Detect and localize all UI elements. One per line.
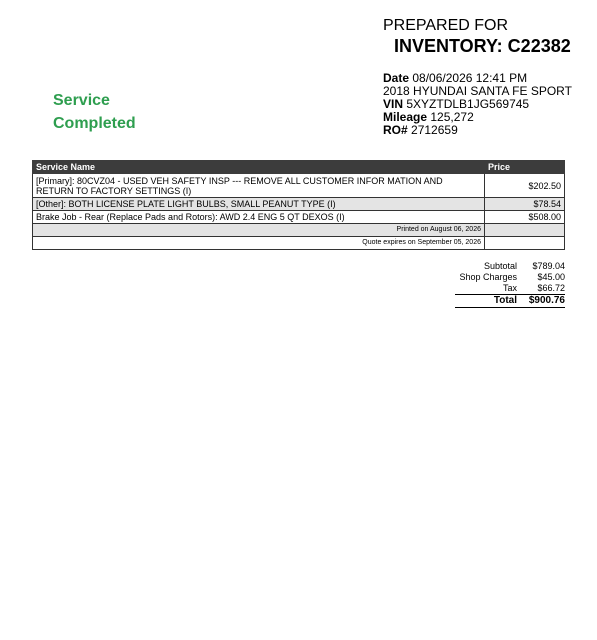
ro-value: 2712659 (411, 123, 458, 137)
date-value: 08/06/2026 12:41 PM (412, 71, 528, 85)
service-status (53, 89, 136, 135)
mileage-label: Mileage (383, 110, 428, 124)
service-name-header: Service Name (33, 161, 485, 174)
service-name-cell: [Other]: BOTH LICENSE PLATE LIGHT BULBS, SMALL PEANUT TYPE (I) (33, 198, 485, 211)
totals-block (400, 261, 565, 308)
total-label: Total (493, 295, 517, 306)
subtotal-value: $789.04 (532, 261, 565, 271)
tax-value: $66.72 (537, 283, 565, 293)
service-name-cell: Brake Job - Rear (Replace Pads and Rotors): AWD 2.4 ENG 5 QT DEXOS (I) (33, 211, 485, 224)
vehicle-info (383, 72, 572, 137)
printed-row (33, 224, 565, 237)
status-line-1: Service (53, 92, 110, 109)
quote-expires: Quote expires on September 05, 2026 (33, 237, 485, 250)
tax-row (455, 283, 565, 295)
expires-row (33, 237, 565, 250)
status-line-2: Completed (53, 115, 136, 132)
shop-charges-value: $45.00 (537, 272, 565, 282)
price-cell: $78.54 (485, 198, 565, 211)
mileage-value: 125,272 (430, 110, 474, 124)
expires-empty-cell (485, 237, 565, 250)
table-header-row (33, 161, 565, 174)
table-row (33, 198, 565, 211)
shop-charges-label: Shop Charges (459, 272, 517, 282)
tax-label: Tax (502, 283, 517, 293)
price-header: Price (485, 161, 565, 174)
vin-value: 5XYZTDLB1JG569745 (406, 97, 530, 111)
shop-charges-row (400, 272, 565, 283)
printed-date: Printed on August 06, 2026 (33, 224, 485, 237)
total-value: $900.76 (528, 295, 565, 306)
printed-empty-cell (485, 224, 565, 237)
prepared-for-label: PREPARED FOR (383, 17, 509, 34)
vehicle-model: 2018 HYUNDAI SANTA FE SPORT (383, 84, 572, 98)
inventory-title: INVENTORY: C22382 (394, 36, 571, 56)
ro-line (383, 124, 572, 137)
subtotal-label: Subtotal (483, 261, 517, 271)
service-name-cell: [Primary]: 80CVZ04 - USED VEH SAFETY INSP --- REMOVE ALL CUSTOMER INFOR MATION AND RETURN TO FACTORY SETTINGS (I) (33, 174, 485, 198)
ro-label: RO# (383, 123, 408, 137)
table-row (33, 211, 565, 224)
table-row (33, 174, 565, 198)
service-table (32, 160, 565, 250)
subtotal-row (400, 261, 565, 272)
price-cell: $508.00 (485, 211, 565, 224)
price-cell: $202.50 (485, 174, 565, 198)
total-row (455, 295, 565, 308)
date-label: Date (383, 71, 410, 85)
vin-label: VIN (383, 97, 404, 111)
